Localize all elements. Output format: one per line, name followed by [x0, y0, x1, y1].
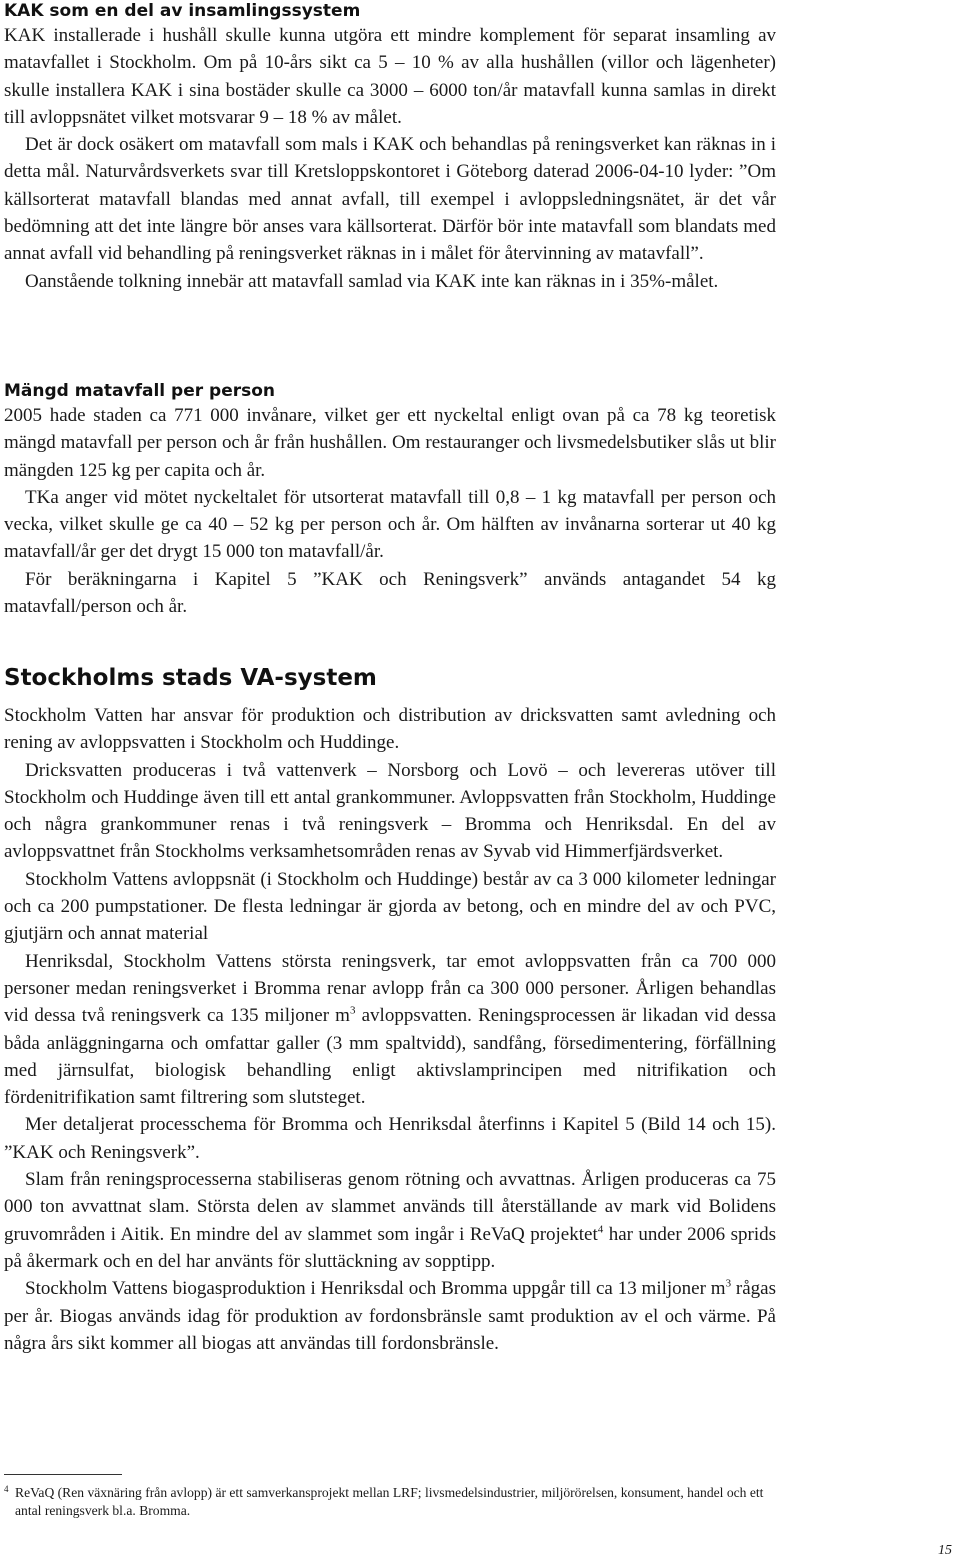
- heading-va: Stockholms stads VA-system: [4, 665, 377, 691]
- paragraph: Det är dock osäkert om matavfall som mals i KAK och behandlas på reningsverket kan räknas in i detta mål. Naturvårdsverkets svar till Kretsloppskontoret i Göteborg daterad 2006-04-10 lyder: ”Om källsorterat matavfall blandas med annat avfall, till exempel i avloppsledningsnätet, är det vår bedömning att det inte längre bör anses vara källsorterat. Därför bör inte matavfall som blandats med annat avfall vid behandling på reningsverket räknas in i målet för återvinning av matavfall”.: [4, 134, 776, 265]
- paragraph: KAK installerade i hushåll skulle kunna utgöra ett mindre komplement för separat insamling av matavfallet i Stockholm. Om på 10-års sikt ca 5 – 10 % av alla hushållen (villor och lägenheter) skulle installera KAK i sina bostäder skulle ca 3000 – 6000 ton/år matavfall kunna samlas in direkt till avloppsnätet vilket motsvarar 9 – 18 % av målet.: [4, 25, 776, 128]
- footnote-number: 4: [4, 1484, 9, 1494]
- heading-kak: KAK som en del av insamlingssystem: [4, 1, 361, 21]
- paragraph: [4, 948, 776, 1112]
- paragraph: Stockholm Vattens avloppsnät (i Stockholm och Huddinge) består av ca 3 000 kilometer ledningar och ca 200 pumpstationer. De flesta ledningar är gjorda av betong, och en mindre del av och PVC, gjutjärn och annat material: [4, 868, 776, 945]
- heading-mangd: Mängd matavfall per person: [4, 381, 276, 401]
- paragraph: 2005 hade staden ca 771 000 invånare, vilket ger ett nyckeltal enligt ovan på ca 78 kg teoretisk mängd matavfall per person och år från hushållen. Om restauranger och livsmedelsbutiker slås ut blir mängden 125 kg per capita och år.: [4, 405, 776, 481]
- paragraph: Dricksvatten produceras i två vattenverk – Norsborg och Lovö – och levereras utöver till Stockholm och Huddinge även till ett antal grankommuner. Avloppsvatten från Stockholm, Huddinge och några grankommuner renas i två reningsverk – Bromma och Henriksdal. En del av avloppsvattnet från Stockholms verksamhetsområden renas av Syvab vid Himmerfjärdsverket.: [4, 759, 776, 863]
- text-run: rågas per år. Biogas används idag för produktion av fordonsbränsle samt produktion av el och värme. På några års sikt kommer all biogas att användas till fordonsbränsle.: [4, 1278, 776, 1354]
- paragraph: Mer detaljerat processchema för Bromma och Henriksdal återfinns i Kapitel 5 (Bild 14 och 15). ”KAK och Reningsverk”.: [4, 1114, 776, 1163]
- text-run: Henriksdal, Stockholm Vattens största reningsverk, tar emot avloppsvatten från ca 700 000 personer medan reningsverket i Bromma renar avlopp från ca 300 000 personer. Årligen behandlas vid dessa två reningsverk ca 135 miljoner m: [4, 950, 776, 1027]
- superscript: 3: [725, 1277, 732, 1290]
- section-va: [4, 664, 776, 1357]
- section-kak: [4, 0, 776, 295]
- footnote-text: ReVaQ (Ren växnäring från avlopp) är ett samverkansprojekt mellan LRF; livsmedelsindustrier, miljörörelsen, konsument, handel och ett antal reningsverk bl.a. Bromma.: [15, 1485, 764, 1518]
- footnote-divider: [4, 1474, 122, 1475]
- text-run: Stockholm Vattens biogasproduktion i Henriksdal och Bromma uppgår till ca 13 miljoner m: [25, 1278, 726, 1300]
- text-run: avloppsvatten. Reningsprocessen är likadan vid dessa båda anläggningarna och omfattar galler (3 mm spaltvidd), sandfång, försedimentering, förfällning med järnsulfat, biologisk behandling enligt aktivslamprincipen med nitrifikation och fördenitrifikation samt filtrering som slutsteget.: [4, 1005, 777, 1109]
- paragraph: För beräkningarna i Kapitel 5 ”KAK och Reningsverk” används antagandet 54 kg matavfall/person och år.: [4, 568, 776, 618]
- text-run: Slam från reningsprocesserna stabiliseras genom rötning och avvattnas. Årligen produceras ca 75 000 ton avvattnat slam. Största delen av slammet används till återställande av mark vid Bolidens gruvområden i Aitik. En mindre del av slammet som ingår i ReVaQ projektet: [4, 1169, 776, 1245]
- paragraph: TKa anger vid mötet nyckeltalet för utsorterat matavfall till 0,8 – 1 kg matavfall per person och vecka, vilket skulle ge ca 40 – 52 kg per person och år. Om hälften av invånarna sorterar ut 40 kg matavfall/år ger det drygt 15 000 ton matavfall/år.: [4, 486, 776, 563]
- footnote: [4, 1484, 776, 1520]
- paragraph: Stockholm Vatten har ansvar för produktion och distribution av dricksvatten samt avledning och rening av avloppsvatten i Stockholm och Huddinge.: [4, 705, 776, 754]
- paragraph: [4, 1275, 776, 1357]
- paragraph: [4, 1166, 776, 1275]
- footnote-ref: 4: [597, 1223, 604, 1236]
- text-run: har under 2006 sprids på åkermark och en del har använts för sluttäckning av sopptipp.: [4, 1223, 776, 1272]
- page-number: 15: [938, 1543, 952, 1558]
- section-mangd: [4, 380, 776, 620]
- superscript: 3: [349, 1004, 356, 1017]
- paragraph: Oanstående tolkning innebär att matavfall samlad via KAK inte kan räknas in i 35%-målet.: [25, 270, 719, 292]
